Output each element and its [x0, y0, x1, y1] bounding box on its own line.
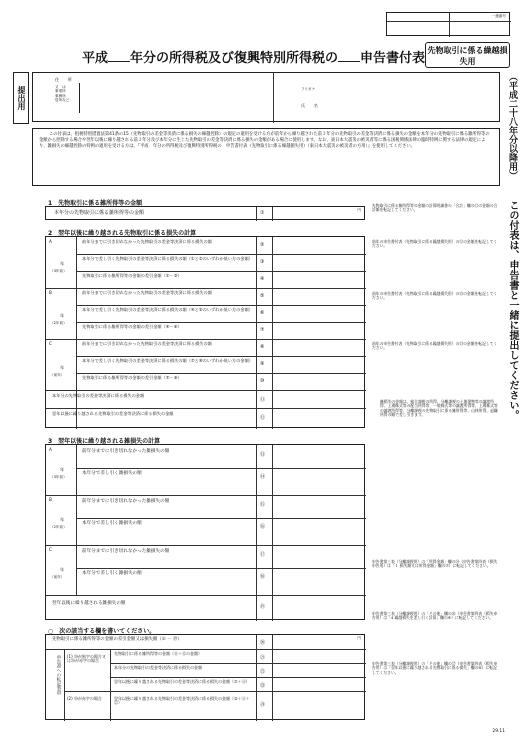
- address-field[interactable]: [79, 83, 81, 113]
- sec2-row-label: 前年分までに引き切れなかった先物取引の差金等決済に係る損失の額: [82, 239, 212, 244]
- sec2-row-label: 本年分で差し引く先物取引の差金等決済に係る損失の額（①と②のいずれか低い方の金額）: [82, 256, 253, 261]
- sec4-note-1: 申告書第三表（分離課税用）の「所得金額」欄の㉔（申告書第四表（損失申告用）は「１ 損失額又は所得金額」欄の⑦）に転記してください。: [372, 559, 498, 569]
- form-type-box: 先物取引に係る繰越損失用: [425, 42, 510, 68]
- sec3-year-b-sub: （2年前）: [50, 525, 67, 529]
- sec4-row-4: 翌年以後に繰り越される先物取引の差金等決済に係る損失の金額（②＋⑪＋㉒）: [114, 696, 250, 706]
- sec3-row-num: ⑬: [260, 452, 266, 458]
- intro-text: この付表は、租税特別措置法第41条の15（先物取引の差金等決済に係る損失の繰越控除）の規定の適用を受ける方が前年から繰り越された前３年分の先物取引の差金等決済に係る損失の金額を本年分の先物取引に係る雑所得等の金額から控除する場合や翌年以後に繰り越される前３年分及び本年分に生じた先物取引の差金等決済に係る損失の金額がある場合に使用します。なお、東日本大震災の被災者等に係る国税関係法律の臨時特例に関する法律の規定により、雑損失の繰越控除の特例の適用を受ける方は、『平成 年分の所得税及び復興特別所得税の 申告書付表（先物取引に係る繰越損失用）（東日本大震災の被災者の方用）』を使用してください。: [39, 132, 490, 150]
- sec2-row-amount-field[interactable]: [274, 307, 362, 321]
- sec3-year-a: 年: [60, 467, 65, 472]
- sec4-num-4: ㉔: [260, 702, 266, 708]
- sec4-num-1: ㉑: [260, 655, 266, 661]
- sec2-row-label: 先物取引に係る雑所得等の金額の差引金額（⑦－⑨）: [82, 375, 182, 380]
- sec3-row-num: ⑰: [260, 552, 266, 558]
- sec2-year-a-sub: （3年前）: [50, 269, 67, 273]
- sec3-year-a-sub: （3年前）: [50, 475, 67, 479]
- furigana-label: フリガナ: [301, 87, 316, 91]
- sec3-row-num: ⑲: [260, 604, 266, 610]
- sec2-row-label: 先物取引に係る雑所得等の金額の差引金額（①－③）: [82, 273, 182, 278]
- sec3-row-amount-field[interactable]: [274, 571, 362, 585]
- sec2-row-num: ②: [260, 242, 265, 248]
- sec3-row-amount-field[interactable]: [274, 521, 362, 535]
- sec4-num-3: ㉓: [260, 683, 266, 689]
- sec3-row-label: 前年分までに引き切れなかった雑損失の額: [82, 499, 170, 504]
- serial-number-label: 一連番号: [491, 14, 506, 18]
- sec2-year-c: 年: [60, 365, 65, 370]
- sec2-row-num: ⑪: [260, 397, 266, 403]
- sec3-year-c: 年: [60, 567, 65, 572]
- sec2-row-num: ⑤: [260, 293, 265, 299]
- sec2-note-1: 前年の申告書付表（先物取引に係る繰越損失用）の⑫の金額を転記してください。: [372, 239, 498, 249]
- sec2-row-amount-field[interactable]: [274, 375, 362, 389]
- sec2-row-label: 本年分で差し引く先物取引の差金等決済に係る損失の額（④と⑤のいずれか低い方の金額）: [82, 307, 253, 312]
- sec2-letter-c: C: [49, 341, 52, 346]
- sec1-unit: 円: [357, 208, 361, 212]
- sec3-row-num: ⑭: [260, 474, 266, 480]
- sec2-row-num: ⑨: [260, 361, 265, 367]
- sec3-note: 雑損失の金額は、総合課税の所得、分離課税の土地建物等の譲渡所得、上場株式等の配当所得等、一般株式等の譲渡所得等、上場株式等の譲渡所得等、分離課税の先物取引に係る雑所得等、山林所得、退職所得の順で差し引きます。: [380, 399, 498, 418]
- submitter-badge: 提出用: [13, 72, 29, 124]
- sec2-row-label: 本年分で差し引く先物取引の差金等決済に係る損失の額（⑦と⑧のいずれか低い方の金額）: [82, 358, 253, 363]
- sec2-row-label: 本年分の先物取引の差金等決済に係る損失の金額: [52, 393, 145, 398]
- sec2-row-label: 前年分までに引き切れなかった先物取引の差金等決済に係る損失の額: [82, 290, 212, 295]
- sec4-num-0: ⑳: [260, 640, 266, 646]
- sec2-row-amount-field[interactable]: [274, 393, 362, 407]
- sec2-table: [45, 236, 365, 428]
- sec3-row-label: 本年分で差し引く雑損失の額: [82, 571, 142, 576]
- sec4-row-0: 先物取引に係る雑所得等の金額の差引金額又は損失額（② － ⑲）: [52, 637, 182, 642]
- sec2-row-amount-field[interactable]: [274, 324, 362, 338]
- sec3-row-num: ⑮: [260, 502, 266, 508]
- sec2-row-amount-field[interactable]: [274, 290, 362, 304]
- sec3-row-label: 本年分で差し引く雑損失の額: [82, 471, 142, 476]
- sec2-note-2: 前年の申告書付表（先物取引に係る繰越損失用）の⑮の金額を転記してください。: [372, 291, 498, 301]
- sec2-title: 2 翌年以後に繰り越される先物取引に係る損失の計算: [48, 230, 197, 237]
- sec2-year-b: 年: [60, 313, 65, 318]
- sec2-letter-a: A: [49, 239, 52, 244]
- sec3-row-amount-field[interactable]: [274, 449, 362, 463]
- sec3-letter-c: C: [49, 547, 52, 552]
- sec3-row-amount-field[interactable]: [274, 549, 362, 563]
- submitter-box: [32, 72, 500, 122]
- form-title: 平成 年分の所得税及び復興特別所得税の 申告書付表: [82, 51, 426, 66]
- sec1-num: ①: [260, 210, 265, 216]
- sec2-year-b-sub: （2年前）: [50, 321, 67, 325]
- sec2-row-num: ⑥: [260, 310, 265, 316]
- name-field[interactable]: [333, 83, 493, 115]
- sec3-row-label: 本年分で差し引く雑損失の額: [82, 521, 142, 526]
- sec2-row-amount-field[interactable]: [274, 239, 362, 253]
- sec4-case-1: (1) ⑳が黒字の場合又は⑳が赤字の場合: [67, 654, 106, 664]
- sec4-table: 先物取引に係る雑所得等の金額の差引金額又は損失額（② － ⑲） ⑳ 円 申告書への転記事項 (1) ⑳が黒字の場合又は⑳が赤字の場合 (2) ⑳が赤字の場合 先物取引に係る雑所得等の金額（⑪＋⑫の金額） ㉑ 本年分の先物取引の差金等決済に係る損失の金額 ㉒ 翌年以後に繰り越される先物取引の差金等決済に係る損失の金額（⑦＋⑪） ㉓ 翌年以後に繰り越される先物取引の差金等決済に係る損失の金額（②＋⑪＋㉒） ㉔: [45, 634, 365, 720]
- sec3-letter-a: A: [49, 447, 52, 452]
- form-code: 29.11: [492, 729, 505, 734]
- intro-box: [32, 128, 500, 186]
- sec2-row-label: 前年分までに引き切れなかった先物取引の差金等決済に係る損失の額: [82, 341, 212, 346]
- sec2-row-amount-field[interactable]: [274, 411, 362, 425]
- sec1-amount-field[interactable]: [274, 208, 362, 220]
- sec2-row-amount-field[interactable]: [274, 341, 362, 355]
- sec3-year-b: 年: [60, 517, 65, 522]
- sec2-year-c-sub: （前年）: [50, 373, 65, 377]
- sec2-row-amount-field[interactable]: [274, 358, 362, 372]
- sec2-row-num: ③: [260, 259, 265, 265]
- sec4-num-2: ㉒: [260, 669, 266, 675]
- sec3-row-num: ⑱: [260, 574, 266, 580]
- address-sub: 又 は 事業所 事務所 居所など: [55, 85, 70, 103]
- sec4-title: ○ 次の該当する欄を書いてください。: [48, 628, 156, 635]
- sec2-row-num: ⑫: [260, 415, 266, 421]
- sec2-row-num: ⑧: [260, 344, 265, 350]
- sec4-note-2: 申告書第三表（分離課税用）の「その他」欄の㉖（申告書第四表（損失申告用）は「4 繰越損失を差し引く計算」欄の⑥）に転記してください。: [372, 611, 498, 621]
- sec3-letter-b: B: [49, 497, 52, 502]
- sec2-row-num: ⑦: [260, 327, 265, 333]
- sec2-year-a: 年: [60, 261, 65, 266]
- sec4-row-2: 本年分の先物取引の差金等決済に係る損失の金額: [114, 665, 202, 670]
- sec2-note-3: 前年の申告書付表（先物取引に係る繰越損失用）の⑬の金額を転記してください。: [372, 341, 498, 351]
- sec2-row-num: ⑩: [260, 378, 265, 384]
- sec3-table: [45, 444, 365, 620]
- sec3-row-label: 翌年以後に繰り越される雑損失の額: [52, 601, 126, 606]
- sec1-row-label: 本年分の先物取引に係る雑所得等の金額: [54, 210, 145, 216]
- side-note-submit: この付表は、申告書と一緒に提出してください。: [507, 200, 518, 420]
- sec3-row-label: 前年分までに引き切れなかった雑損失の額: [82, 449, 170, 454]
- sec4-row-3: 翌年以後に繰り越される先物取引の差金等決済に係る損失の金額（⑦＋⑪）: [114, 679, 250, 684]
- side-note-years: （平成二十八年分以降用）: [507, 72, 517, 180]
- sec2-row-label: 翌年以後に繰り越される先物取引の差金等決済に係る損失の金額: [52, 411, 174, 416]
- sec1-table: [45, 206, 365, 220]
- sec1-title: 1 先物取引に係る雑所得等の金額: [48, 200, 143, 207]
- address-label: 住 所: [55, 77, 72, 82]
- sec2-row-amount-field[interactable]: [274, 273, 362, 287]
- sec4-side-label: 申告書への転記事項: [56, 655, 61, 695]
- sec3-row-label: 前年分までに引き切れなかった雑損失の額: [82, 549, 170, 554]
- sec2-letter-b: B: [49, 290, 52, 295]
- sec2-row-amount-field[interactable]: [274, 256, 362, 270]
- sec4-case-2: (2) ⑳が赤字の場合: [67, 696, 102, 701]
- sec3-year-c-sub: （前年）: [50, 575, 65, 579]
- sec4-note-3: 申告書第三表（分離課税用）の「その他」欄の㉗（申告書第四表（損失申告用）は「翌年以後に繰り越される先物取引に係る損失」欄の⑧）に転記してください。: [372, 661, 498, 675]
- sec4-amount-fields[interactable]: [274, 636, 362, 720]
- sec3-row-amount-field[interactable]: [274, 601, 362, 615]
- sec3-row-amount-field[interactable]: [274, 471, 362, 485]
- serial-number-box[interactable]: [386, 12, 510, 36]
- sec3-row-amount-field[interactable]: [274, 499, 362, 513]
- sec2-row-num: ④: [260, 276, 265, 282]
- sec3-title: 3 翌年以後に繰り越される雑損失の計算: [48, 438, 161, 445]
- sec2-row-label: 先物取引に係る雑所得等の金額の差引金額（④－⑥）: [82, 324, 182, 329]
- sec1-note: 先物取引に係る雑所得等の金額の計算明細書の「合計」欄の⑫の金額の合計額を転記してください。: [372, 203, 498, 213]
- sec4-row-1: 先物取引に係る雑所得等の金額（⑪＋⑫の金額）: [114, 651, 202, 656]
- name-label: 氏 名: [301, 103, 318, 108]
- sec3-row-num: ⑯: [260, 524, 266, 530]
